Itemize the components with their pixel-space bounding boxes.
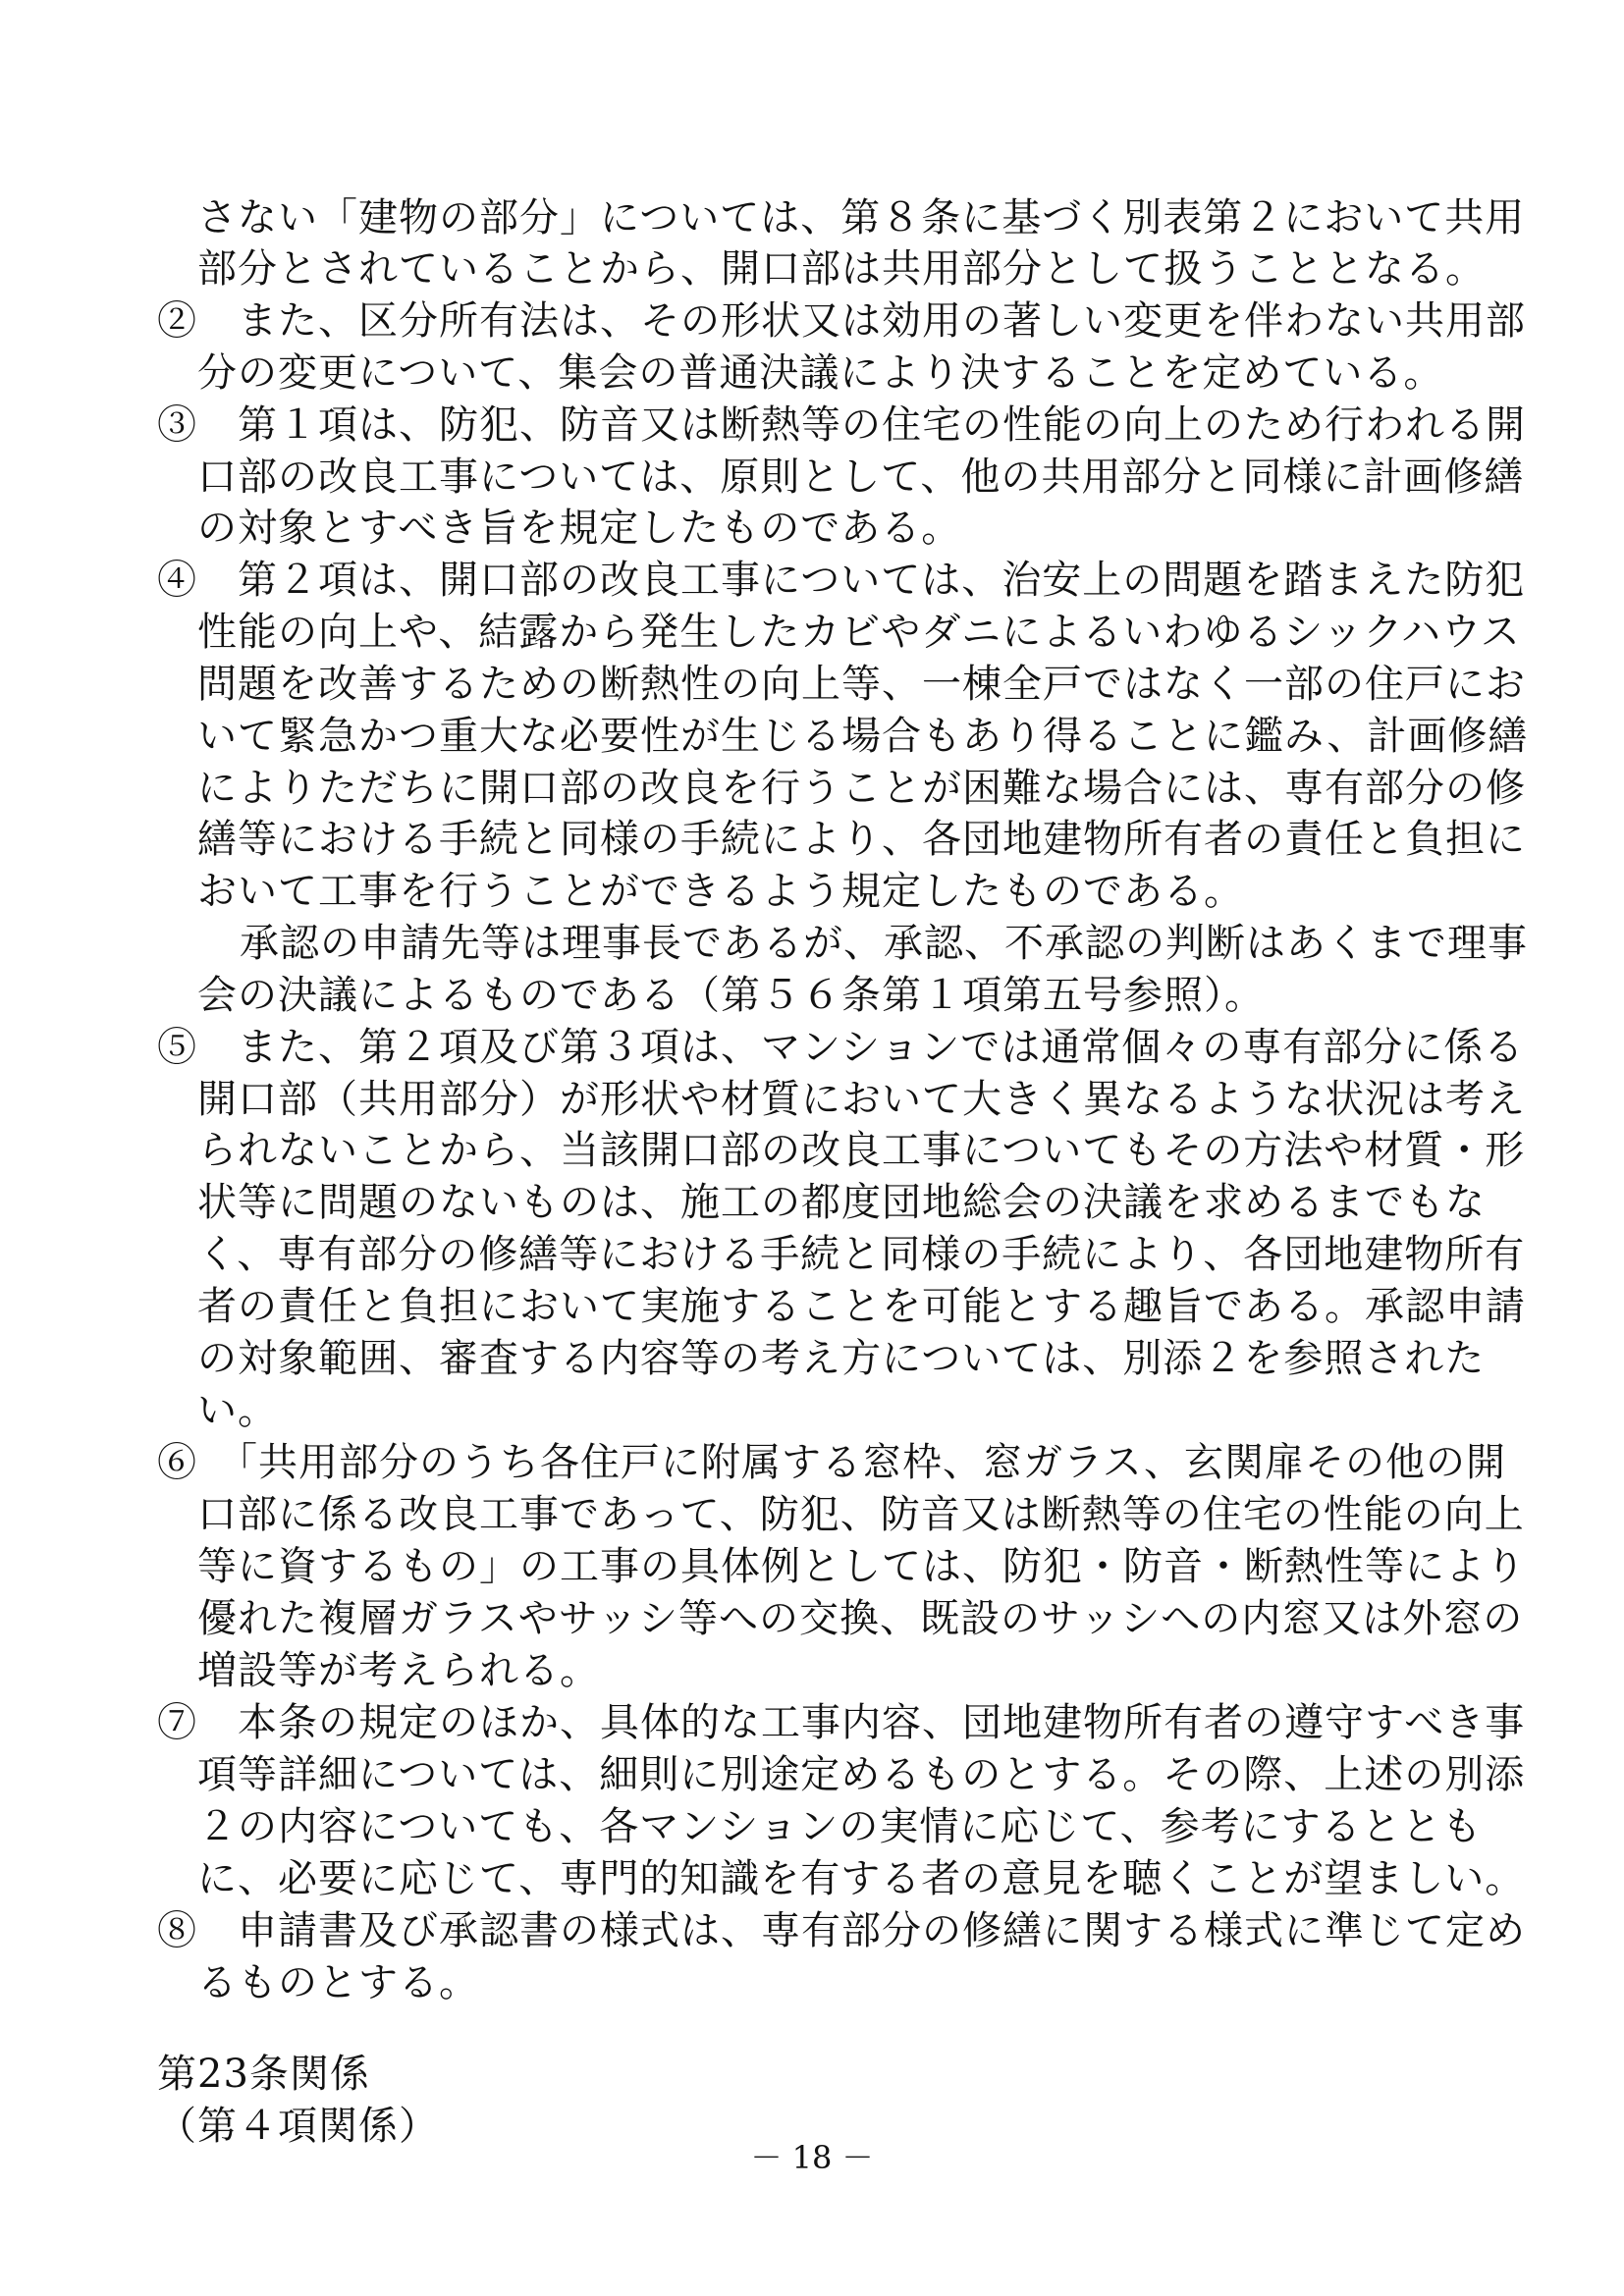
text-line: ⑥ 「共用部分のうち各住戸に附属する窓枠、窓ガラス、玄関扉その他の開 <box>157 1440 1506 1485</box>
text-line: 開口部（共用部分）が形状や材質において大きく異なるような状況は考え <box>197 1077 1526 1122</box>
text-line: ⑦ 本条の規定のほか、具体的な工事内容、団地建物所有者の遵守すべき事 <box>157 1700 1526 1745</box>
text-line: によりただちに開口部の改良を行うことが困難な場合には、専有部分の修 <box>197 766 1526 811</box>
page-number: － 18 － <box>750 2139 874 2176</box>
text-line: 口部の改良工事については、原則として、他の共用部分と同様に計画修繕 <box>197 454 1525 500</box>
text-line: に、必要に応じて、専門的知識を有する者の意見を聴くことが望ましい。 <box>197 1856 1526 1901</box>
text-line: の対象とすべき旨を規定したものである。 <box>197 506 962 551</box>
text-line: 部分とされていることから、開口部は共用部分として扱うこととなる。 <box>197 246 1486 292</box>
text-line: ⑧ 申請書及び承認書の様式は、専有部分の修繕に関する様式に準じて定め <box>157 1908 1526 1953</box>
text-line: い。 <box>197 1388 278 1433</box>
text-line: 口部に係る改良工事であって、防犯、防音又は断熱等の住宅の性能の向上 <box>197 1492 1525 1537</box>
text-line: いて緊急かつ重大な必要性が生じる場合もあり得ることに鑑み、計画修繕 <box>197 714 1529 759</box>
text-line: ④ 第２項は、開口部の改良工事については、治安上の問題を踏まえた防犯 <box>157 558 1526 603</box>
text-line: の対象範囲、審査する内容等の考え方については、別添２を参照された <box>197 1336 1486 1381</box>
subsection-heading: （第４項関係） <box>157 2104 439 2149</box>
text-line: 問題を改善するための断熱性の向上等、一棟全戸ではなく一部の住戸にお <box>197 662 1526 707</box>
text-line: ⑤ また、第２項及び第３項は、マンションでは通常個々の専有部分に係る <box>157 1025 1525 1070</box>
text-line: 者の責任と負担において実施することを可能とする趣旨である。承認申請 <box>197 1284 1526 1329</box>
text-line: 性能の向上や、結露から発生したカビやダニによるいわゆるシックハウス <box>197 610 1521 655</box>
text-line: 等に資するもの」の工事の具体例としては、防犯・防音・断熱性等により <box>197 1544 1526 1589</box>
text-line: 承認の申請先等は理事長であるが、承認、不承認の判断はあくまで理事 <box>240 921 1528 966</box>
text-line: さない「建物の部分」については、第８条に基づく別表第２において共用 <box>197 195 1526 240</box>
text-line: 状等に問題のないものは、施工の都度団地総会の決議を求めるまでもな <box>197 1180 1486 1225</box>
text-line: 増設等が考えられる。 <box>197 1648 600 1693</box>
text-line: く、専有部分の修繕等における手続と同様の手続により、各団地建物所有 <box>197 1232 1526 1277</box>
section-heading: 第23条関係 <box>157 2052 370 2097</box>
text-line: 会の決議によるものである（第５６条第１項第五号参照）。 <box>197 973 1265 1018</box>
text-line: ２の内容についても、各マンションの実情に応じて、参考にするととも <box>197 1804 1483 1849</box>
text-line: 繕等における手続と同様の手続により、各団地建物所有者の責任と負担に <box>197 817 1526 862</box>
text-line: られないことから、当該開口部の改良工事についてもその方法や材質・形 <box>197 1128 1526 1173</box>
text-line: るものとする。 <box>197 1960 479 2005</box>
text-line: ③ 第１項は、防犯、防音又は断熱等の住宅の性能の向上のため行われる開 <box>157 402 1526 448</box>
text-line: 優れた複層ガラスやサッシ等への交換、既設のサッシへの内窓又は外窓の <box>197 1596 1524 1641</box>
text-line: 分の変更について、集会の普通決議により決することを定めている。 <box>197 350 1444 396</box>
text-line: おいて工事を行うことができるよう規定したものである。 <box>197 869 1244 914</box>
text-line: ② また、区分所有法は、その形状又は効用の著しい変更を伴わない共用部 <box>157 298 1526 344</box>
text-line: 項等詳細については、細則に別途定めるものとする。その際、上述の別添 <box>197 1752 1526 1797</box>
